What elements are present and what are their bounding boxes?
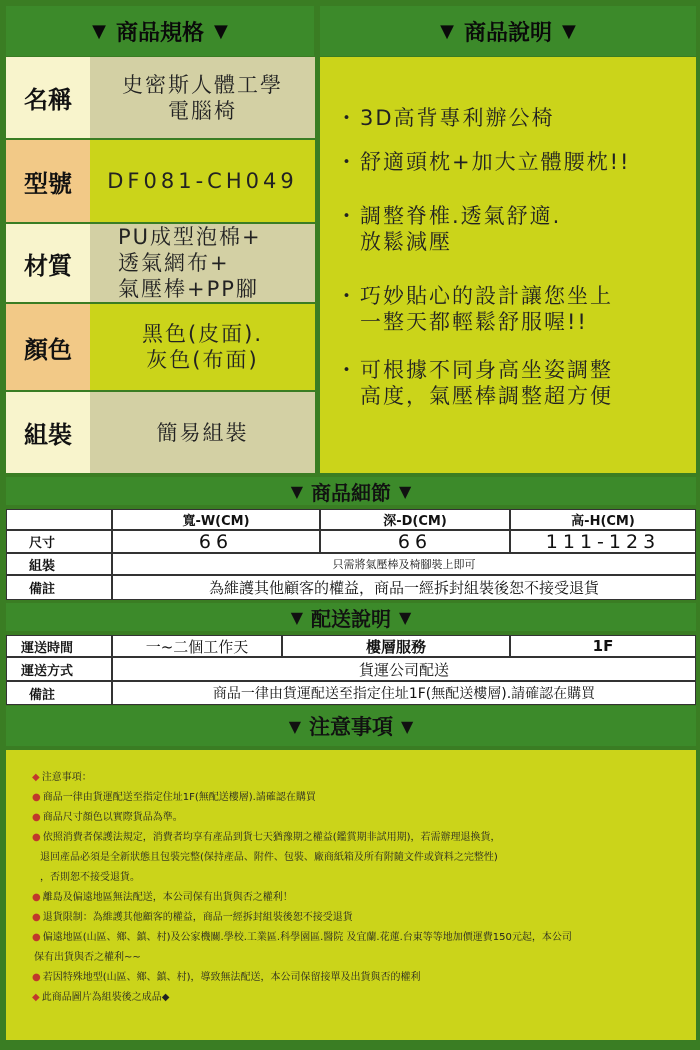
notice-line: ● 商品尺寸顏色以實際貨品為準。	[32, 812, 183, 823]
triangle-down-icon: ▼	[562, 20, 576, 42]
notice-line: ● 偏遠地區(山區、鄉、鎮、村)及公家機關.學校.工業區.科學園區.醫院 及宜蘭.花蓮.台東等等地加價運費150元起，本公司	[32, 932, 572, 943]
description-header	[320, 6, 696, 56]
spec-header-title: 商品規格	[115, 20, 204, 46]
detail-assembly-value: 只需將氣壓棒及椅腳裝上即可	[112, 553, 696, 575]
delivery-time-label: 運送時間	[6, 635, 112, 657]
notice-line: ● 商品一律由貨運配送至指定住址1F(無配送樓層).請確認在購買	[32, 792, 316, 803]
delivery-note-label: 備註	[6, 681, 112, 705]
detail-note-value: 為維護其他顧客的權益，商品一經拆封組裝後恕不接受退貨	[112, 575, 696, 600]
description-panel	[320, 57, 696, 473]
triangle-down-icon: ▼	[290, 607, 303, 627]
notice-line: ● 退貨限制：為維護其他顧客的權益，商品一經拆封組裝後恕不接受退貨	[32, 912, 353, 923]
notice-line: 保有出貨與否之權利~~	[34, 952, 141, 963]
detail-size-label: 尺寸	[6, 530, 112, 553]
notice-line: ，否則恕不接受退貨。	[40, 872, 140, 883]
triangle-down-icon: ▼	[440, 20, 454, 42]
detail-col-depth: 深-D(CM)	[320, 509, 510, 530]
spec-value-name: 史密斯人體工學 電腦椅	[90, 57, 315, 138]
description-item: ・ 可根據不同身高坐姿調整 高度，氣壓棒調整超方便	[336, 358, 613, 408]
detail-corner-cell	[6, 509, 112, 530]
delivery-method-label: 運送方式	[6, 657, 112, 681]
delivery-header: ▼ 配送說明 ▼	[6, 603, 696, 631]
spec-header	[6, 6, 314, 56]
bullet-icon: ・	[336, 284, 359, 308]
delivery-floor-value: 1F	[510, 635, 696, 657]
notice-panel	[6, 750, 696, 1040]
spec-label-name: 名稱	[6, 57, 90, 138]
detail-assembly-label: 組裝	[6, 553, 112, 575]
triangle-down-icon: ▼	[399, 607, 412, 627]
spec-label-material: 材質	[6, 224, 90, 302]
bullet-icon: ・	[336, 106, 359, 130]
detail-col-width: 寬-W(CM)	[112, 509, 320, 530]
detail-note-label: 備註	[6, 575, 112, 600]
triangle-down-icon: ▼	[288, 716, 301, 736]
delivery-method-value: 貨運公司配送	[112, 657, 696, 681]
notice-line: ◆ 注意事項：	[32, 772, 92, 783]
notice-line: 退回產品必須是全新狀態且包裝完整(保持產品、附件、包裝、廠商紙箱及所有附隨文件或資料之完整性)	[40, 852, 498, 863]
notice-line: ◆ 此商品圖片為組裝後之成品◆	[32, 992, 170, 1003]
delivery-note-value: 商品一律由貨運配送至指定住址1F(無配送樓層).請確認在購買	[112, 681, 696, 705]
spec-value-model: DF081-CH049	[90, 140, 315, 222]
bullet-icon: ・	[336, 358, 359, 382]
detail-depth-value: 66	[320, 530, 510, 553]
detail-width-value: 66	[112, 530, 320, 553]
spec-value-color: 黑色(皮面). 灰色(布面)	[90, 304, 315, 390]
spec-label-assembly: 組裝	[6, 392, 90, 473]
spec-label-model: 型號	[6, 140, 90, 222]
description-header-title: 商品說明	[463, 20, 552, 46]
triangle-down-icon: ▼	[290, 481, 303, 501]
spec-value-material: PU成型泡棉+ 透氣網布+ 氣壓棒+PP腳	[90, 224, 315, 302]
detail-header: ▼ 商品細節 ▼	[6, 477, 696, 505]
notice-line: ● 依照消費者保護法規定，消費者均享有產品到貨七天猶豫期之權益(鑑賞期非試用期)，若需辦理退換貨，	[32, 832, 501, 843]
spec-label-color: 顏色	[6, 304, 90, 390]
description-item: ・ 舒適頭枕+加大立體腰枕!!	[336, 150, 631, 174]
description-item: ・ 3D高背專利辦公椅	[336, 106, 555, 130]
description-item: ・ 巧妙貼心的設計讓您坐上 一整天都輕鬆舒服喔!!	[336, 284, 613, 334]
notice-line: ● 離島及偏遠地區無法配送，本公司保有出貨與否之權利！	[32, 892, 293, 903]
triangle-down-icon: ▼	[214, 20, 228, 42]
notice-line: ● 若因特殊地型(山區、鄉、鎮、村)，導致無法配送，本公司保留接單及出貨與否的權利	[32, 972, 421, 983]
spec-value-assembly: 簡易組裝	[90, 392, 315, 473]
detail-col-height: 高-H(CM)	[510, 509, 696, 530]
triangle-down-icon: ▼	[399, 481, 412, 501]
bullet-icon: ・	[336, 150, 359, 174]
bullet-icon: ・	[336, 204, 359, 228]
triangle-down-icon: ▼	[401, 716, 414, 736]
triangle-down-icon: ▼	[92, 20, 106, 42]
detail-height-value: 111-123	[510, 530, 696, 553]
description-item: ・ 調整脊椎.透氣舒適. 放鬆減壓	[336, 204, 562, 254]
delivery-floor-label: 樓層服務	[282, 635, 510, 657]
delivery-time-value: 一~二個工作天	[112, 635, 282, 657]
notice-header: ▼ 注意事項 ▼	[6, 706, 696, 746]
